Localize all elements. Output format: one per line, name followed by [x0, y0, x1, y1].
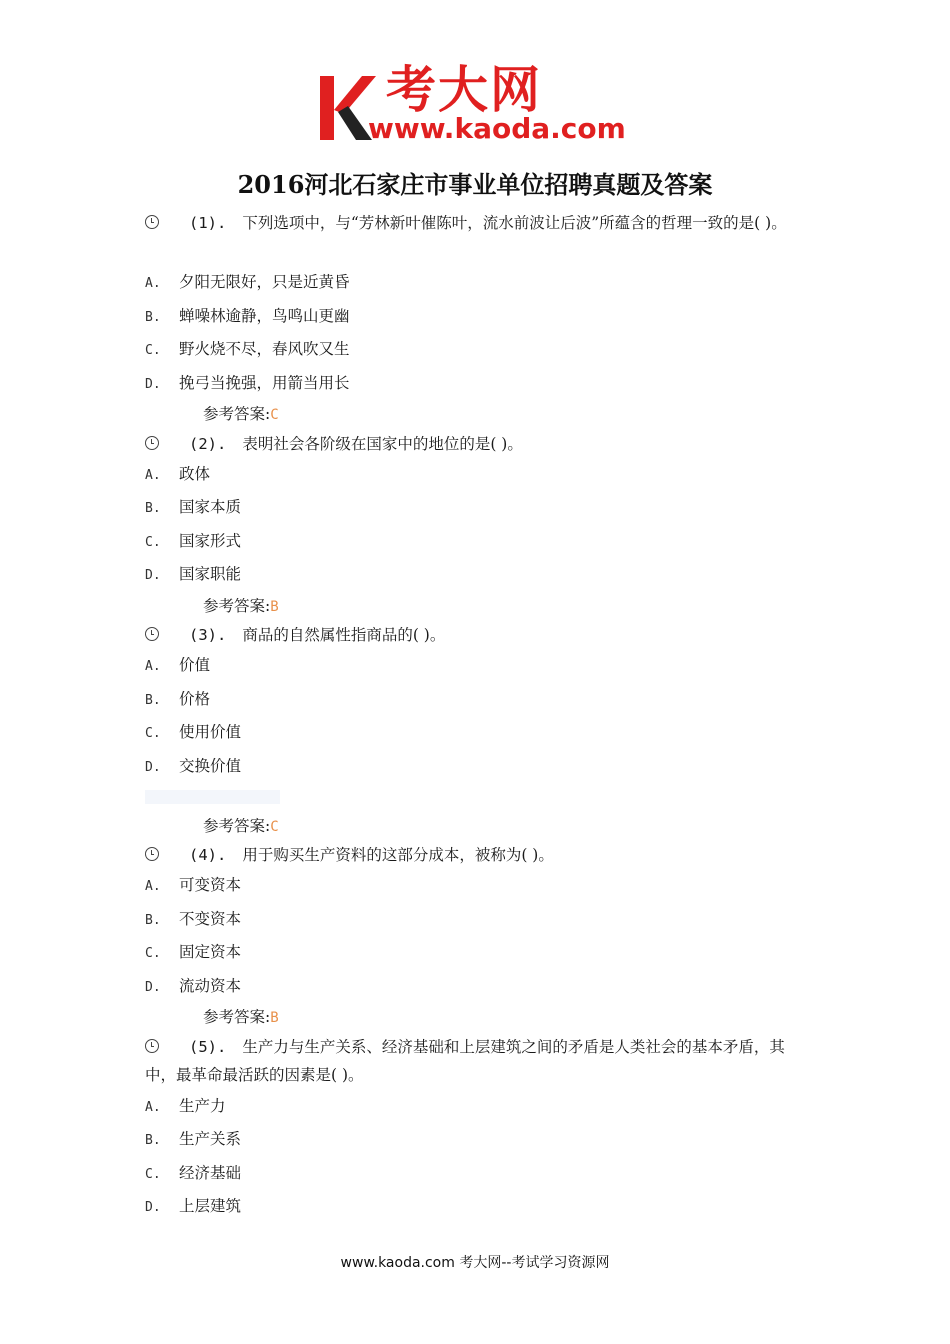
option-text: 价值: [179, 656, 211, 674]
option-text: 不变资本: [179, 910, 242, 928]
question-number: (2).: [189, 435, 227, 453]
clock-icon: [145, 436, 159, 450]
option-letter: A.: [145, 879, 161, 894]
option-letter: D.: [145, 980, 161, 995]
option-d: [145, 754, 241, 780]
option-c: [145, 337, 350, 363]
option-letter: B.: [145, 693, 161, 708]
option-letter: B.: [145, 501, 161, 516]
logo-chinese-name: 考大网: [386, 61, 542, 119]
option-text: 国家形式: [179, 532, 242, 550]
option-a: [145, 873, 241, 899]
option-letter: A.: [145, 1100, 161, 1115]
option-text: 交换价值: [179, 757, 242, 775]
option-a: [145, 270, 350, 296]
option-text: 国家本质: [179, 498, 242, 516]
answer-1: [203, 402, 279, 427]
option-text: 经济基础: [179, 1164, 242, 1182]
option-d: [145, 974, 241, 1000]
option-d: [145, 371, 350, 397]
option-text: 挽弓当挽强，用箭当用长: [179, 374, 350, 392]
option-letter: D.: [145, 377, 161, 392]
faint-divider: [145, 790, 280, 804]
question-number: (4).: [189, 846, 227, 864]
option-letter: D.: [145, 1200, 161, 1215]
option-letter: C.: [145, 1167, 161, 1182]
option-d: [145, 562, 241, 588]
option-b: [145, 687, 210, 713]
option-text: 价格: [179, 690, 211, 708]
kaoda-logo: [318, 62, 648, 146]
option-letter: B.: [145, 310, 161, 325]
option-letter: C.: [145, 535, 161, 550]
option-letter: C.: [145, 726, 161, 741]
option-text: 固定资本: [179, 943, 242, 961]
clock-icon: [145, 847, 159, 861]
option-letter: C.: [145, 946, 161, 961]
option-text: 国家职能: [179, 565, 242, 583]
option-c: [145, 529, 241, 555]
clock-icon: [145, 215, 159, 229]
question-2: [145, 430, 810, 458]
option-letter: B.: [145, 913, 161, 928]
clock-icon: [145, 627, 159, 641]
option-b: [145, 304, 350, 330]
page-footer: www.kaoda.com 考大网--考试学习资源网: [340, 1255, 610, 1271]
option-c: [145, 1161, 241, 1187]
question-text: 商品的自然属性指商品的( )。: [242, 626, 446, 644]
question-text: 生产力与生产关系、经济基础和上层建筑之间的矛盾是人类社会的基本矛盾，其中，最革命最活跃的因素是( )。: [145, 1038, 785, 1084]
option-text: 可变资本: [179, 876, 242, 894]
option-text: 蝉噪林逾静，鸟鸣山更幽: [179, 307, 350, 325]
answer-2: [203, 594, 279, 619]
answer-4: [203, 1005, 279, 1030]
option-text: 夕阳无限好，只是近黄昏: [179, 273, 350, 291]
question-5: [145, 1033, 810, 1089]
option-text: 流动资本: [179, 977, 242, 995]
question-3: [145, 621, 810, 649]
question-text: 下列选项中，与“芳林新叶催陈叶，流水前波让后波”所蕴含的哲理一致的是( )。: [242, 214, 787, 232]
option-text: 使用价值: [179, 723, 242, 741]
question-4: [145, 841, 810, 869]
option-text: 生产力: [179, 1097, 226, 1115]
option-d: [145, 1194, 241, 1220]
option-b: [145, 907, 241, 933]
answer-label: 参考答案:: [203, 1008, 271, 1026]
option-letter: C.: [145, 343, 161, 358]
option-text: 野火烧不尽，春风吹又生: [179, 340, 350, 358]
page-title: 2016河北石家庄市事业单位招聘真题及答案: [237, 170, 713, 199]
option-a: [145, 653, 210, 679]
option-letter: A.: [145, 468, 161, 483]
option-letter: D.: [145, 760, 161, 775]
option-c: [145, 940, 241, 966]
answer-3: [203, 814, 279, 839]
option-letter: B.: [145, 1133, 161, 1148]
answer-label: 参考答案:: [203, 405, 271, 423]
option-c: [145, 720, 241, 746]
option-a: [145, 462, 210, 488]
option-text: 生产关系: [179, 1130, 242, 1148]
clock-icon: [145, 1039, 159, 1053]
option-b: [145, 1127, 241, 1153]
question-text: 用于购买生产资料的这部分成本，被称为( )。: [242, 846, 554, 864]
option-letter: A.: [145, 659, 161, 674]
option-letter: D.: [145, 568, 161, 583]
answer-label: 参考答案:: [203, 597, 271, 615]
answer-value: B: [270, 599, 279, 615]
question-1: [145, 209, 810, 237]
answer-value: B: [270, 1010, 279, 1026]
option-text: 上层建筑: [179, 1197, 242, 1215]
question-text: 表明社会各阶级在国家中的地位的是( )。: [242, 435, 523, 453]
option-b: [145, 495, 241, 521]
answer-value: C: [270, 407, 279, 423]
answer-label: 参考答案:: [203, 817, 271, 835]
answer-value: C: [270, 819, 279, 835]
logo-url: www.kaoda.com: [368, 112, 626, 145]
question-number: (5).: [189, 1038, 227, 1056]
option-text: 政体: [179, 465, 211, 483]
option-a: [145, 1094, 226, 1120]
option-letter: A.: [145, 276, 161, 291]
question-number: (3).: [189, 626, 227, 644]
question-number: (1).: [189, 214, 227, 232]
